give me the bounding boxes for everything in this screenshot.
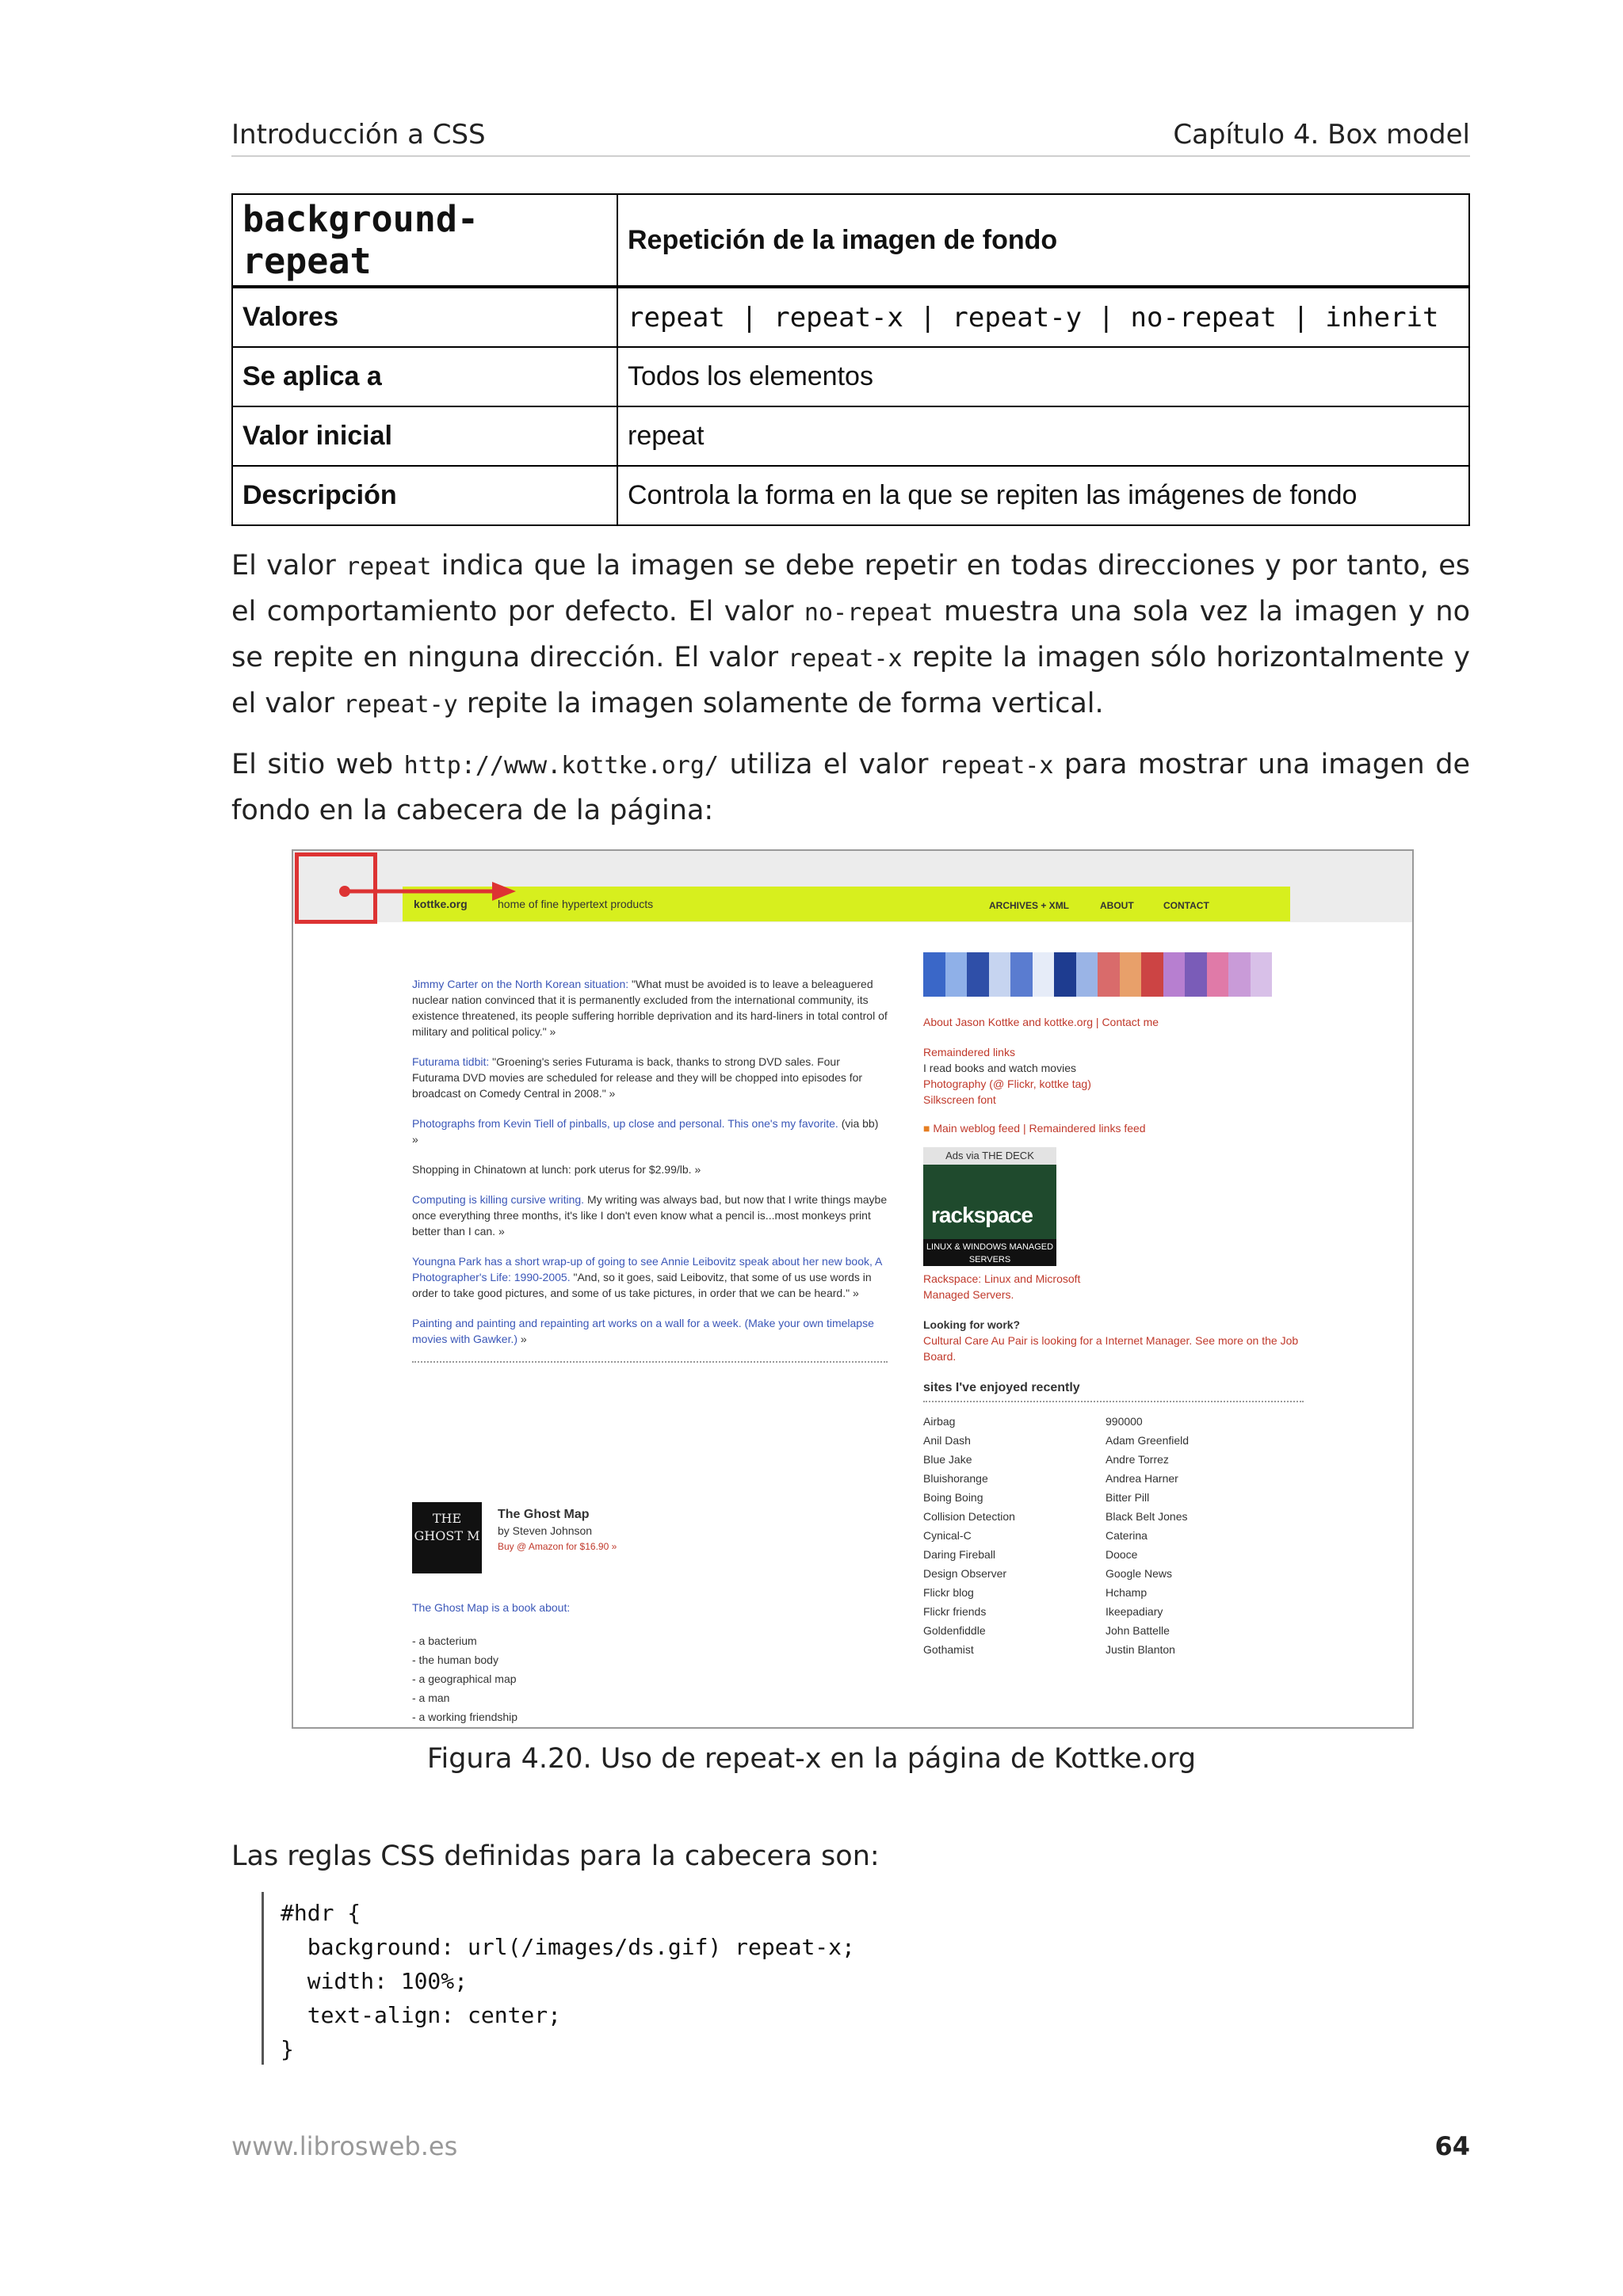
- work-title: Looking for work?: [923, 1318, 1021, 1331]
- inline-url: http://www.kottke.org/: [403, 752, 719, 780]
- sites-column-1: [923, 1412, 1106, 1659]
- sites-title: sites I've enjoyed recently: [923, 1381, 1080, 1394]
- post: [412, 1116, 888, 1147]
- post-link: Youngna Park has a short wrap-up of going to see Annie Leibovitz speak about her new book, A Photographer's Life: 1990-2005.: [412, 1255, 882, 1283]
- post-text: (via bb) »: [412, 1117, 879, 1146]
- book-intro: The Ghost Map is a book about:: [412, 1601, 571, 1614]
- code-intro: Las reglas CSS definidas para la cabecera son:: [231, 1840, 880, 1872]
- footer-site: www.librosweb.es: [231, 2131, 458, 2161]
- site-link: Blue Jake: [923, 1453, 972, 1466]
- site-link: Anil Dash: [923, 1434, 971, 1447]
- rackspace-ad: [923, 1165, 1056, 1266]
- book-title: The Ghost Map: [498, 1508, 590, 1521]
- table-row: [232, 287, 1469, 347]
- site-link: Collision Detection: [923, 1510, 1015, 1523]
- text: muestra una sola vez la imagen y no se repite en ninguna dirección. El valor: [231, 596, 1470, 673]
- site-link: Caterina: [1106, 1529, 1148, 1542]
- site-link: Design Observer: [923, 1567, 1007, 1580]
- inline-code: repeat: [346, 553, 432, 581]
- site-link: Google News: [1106, 1567, 1173, 1580]
- property-summary: Repetición de la imagen de fondo: [617, 194, 1469, 287]
- row-label: Valor inicial: [232, 406, 617, 466]
- book-cover: THE GHOST M: [412, 1502, 482, 1573]
- text: El sitio web: [231, 749, 404, 780]
- code-left-border: [262, 1892, 264, 2065]
- site-link: Adam Greenfield: [1106, 1434, 1190, 1447]
- post-link: Photographs from Kevin Tiell of pinballs, up close and personal. This one's my favorite.: [412, 1117, 838, 1130]
- ad-text: Rackspace: Linux and Microsoft Managed Servers.: [923, 1272, 1081, 1301]
- site-link: Boing Boing: [923, 1491, 983, 1504]
- book-list-item: - a working friendship: [412, 1711, 518, 1723]
- work-text: Cultural Care Au Pair is looking for a Internet Manager. See more on the Job Board.: [923, 1334, 1299, 1363]
- post: [412, 1161, 888, 1177]
- sites-list: [923, 1412, 1304, 1659]
- table-row: [232, 406, 1469, 466]
- color-stripes-banner: [923, 952, 1272, 997]
- property-name: background-repeat: [232, 194, 617, 287]
- text: para mostrar una imagen de fondo en la cabecera de la página:: [231, 749, 1470, 826]
- site-link: 990000: [1106, 1415, 1143, 1428]
- row-label: Se aplica a: [232, 347, 617, 406]
- row-value: repeat: [617, 406, 1469, 466]
- post-text: "Groening's series Futurama is back, thanks to strong DVD sales. Four Futurama DVD movies are scheduled for release and they will be chopped into episodes for broadcast on Comedy Central in 2008." »: [412, 1055, 863, 1100]
- divider: [923, 1401, 1304, 1402]
- post: [412, 1315, 888, 1347]
- book-list-item: - a geographical map: [412, 1672, 517, 1685]
- site-link: John Battelle: [1106, 1624, 1170, 1637]
- ads-label: Ads via THE DECK: [923, 1147, 1056, 1165]
- rss-icon: ■: [923, 1122, 930, 1135]
- site-link: Cynical-C: [923, 1529, 972, 1542]
- post-text: My writing was always bad, but now that I write things maybe once everything three months, it's like I don't even know what a pencil is...most monkeys print better than I can. »: [412, 1193, 888, 1238]
- running-header-chapter: Capítulo 4. Box model: [1173, 119, 1470, 151]
- site-link: Bitter Pill: [1106, 1491, 1150, 1504]
- nav-contact: CONTACT: [1163, 900, 1209, 911]
- post: [412, 1054, 888, 1101]
- text: repite la imagen solamente de forma vertical.: [457, 688, 1104, 719]
- property-table-header: [232, 194, 1469, 287]
- website-page: [293, 851, 1412, 1727]
- site-link: Goldenfiddle: [923, 1624, 986, 1637]
- site-link: Hchamp: [1106, 1586, 1148, 1599]
- figure-caption: Figura 4.20. Uso de repeat-x en la página de Kottke.org: [426, 1743, 1197, 1775]
- book-description: [412, 1600, 888, 1726]
- site-link: Andre Torrez: [1106, 1453, 1169, 1466]
- rackspace-logo: rackspace: [931, 1203, 1033, 1227]
- text: El valor: [231, 550, 346, 582]
- row-value: Controla la forma en la que se repiten las imágenes de fondo: [617, 466, 1469, 525]
- site-tagline: home of fine hypertext products: [498, 898, 654, 910]
- text: indica que la imagen se debe repetir en todas direcciones y por tanto, es el comportamiento por defecto. El valor: [231, 550, 1470, 627]
- running-header-title: Introducción a CSS: [231, 119, 486, 151]
- site-link: Andrea Harner: [1106, 1472, 1178, 1485]
- row-label: Descripción: [232, 466, 617, 525]
- site-brand: kottke.org: [414, 898, 468, 910]
- nav-archives: ARCHIVES + XML: [989, 900, 1070, 911]
- row-value: Todos los elementos: [617, 347, 1469, 406]
- post: [412, 976, 888, 1039]
- book-list-item: - the human body: [412, 1653, 498, 1666]
- site-link: Ikeepadiary: [1106, 1605, 1163, 1618]
- row-label: Valores: [232, 287, 617, 347]
- feeds-text: Main weblog feed | Remaindered links feed: [933, 1122, 1146, 1135]
- code-block: #hdr { background: url(/images/ds.gif) repeat-x; width: 100%; text-align: center; }: [281, 1900, 855, 2062]
- figure-screenshot: [292, 849, 1414, 1729]
- inline-code: no-repeat: [804, 599, 934, 627]
- page-number: 64: [1434, 2131, 1470, 2161]
- post-text: Shopping in Chinatown at lunch: pork uterus for $2.99/lb. »: [412, 1163, 701, 1176]
- book-author: by Steven Johnson: [498, 1524, 593, 1537]
- paragraph-repeat-values: [231, 543, 1470, 727]
- book-promo: [412, 1502, 888, 1581]
- sites-column-2: [1106, 1412, 1288, 1659]
- site-link: Gothamist: [923, 1643, 974, 1656]
- about-link: About Jason Kottke and kottke.org | Contact me: [923, 1016, 1159, 1028]
- site-link: Flickr friends: [923, 1605, 987, 1618]
- site-link: Bluishorange: [923, 1472, 988, 1485]
- table-row: [232, 347, 1469, 406]
- site-link: Justin Blanton: [1106, 1643, 1175, 1656]
- post: [412, 1192, 888, 1239]
- property-table: [231, 193, 1470, 526]
- sidebar-column: [923, 952, 1304, 1659]
- book-info: [498, 1507, 617, 1554]
- post-text: "And, so it goes, said Leibovitz, that some of us use words in order to take good pictures, and some of us take pictures, in order that we can be heard." »: [412, 1271, 872, 1299]
- row-value: repeat | repeat-x | repeat-y | no-repeat | inherit: [617, 287, 1469, 347]
- book-list-item: - a bacterium: [412, 1634, 477, 1647]
- book-list-item: - a man: [412, 1691, 450, 1704]
- post: [412, 1253, 888, 1301]
- site-link: Daring Fireball: [923, 1548, 996, 1561]
- posts-column: [412, 976, 888, 1372]
- post-link: Futurama tidbit:: [412, 1055, 490, 1068]
- post-link: Painting and painting and repainting art works on a wall for a week. (Make your own timelapse movies with Gawker.): [412, 1317, 874, 1345]
- nav-about: ABOUT: [1100, 900, 1134, 911]
- divider: [412, 1361, 888, 1363]
- inline-code: repeat-x: [788, 645, 903, 673]
- site-link: Airbag: [923, 1415, 956, 1428]
- paragraph-kottke-example: [231, 742, 1470, 833]
- post-link: Jimmy Carter on the North Korean situation:: [412, 978, 629, 990]
- table-row: [232, 466, 1469, 525]
- site-header-bar: [403, 887, 1290, 921]
- inline-code: repeat-x: [938, 752, 1054, 780]
- post-text: »: [517, 1333, 527, 1345]
- site-link: Dooce: [1106, 1548, 1138, 1561]
- inline-code: repeat-y: [343, 691, 458, 719]
- arrow-icon: [337, 879, 519, 903]
- read-link: I read books and watch movies: [923, 1062, 1076, 1074]
- post-link: Computing is killing cursive writing.: [412, 1193, 585, 1206]
- silkscreen-link: Silkscreen font: [923, 1093, 996, 1106]
- book-buy-link: Buy @ Amazon for $16.90 »: [498, 1541, 617, 1552]
- text: repite la imagen sólo horizontalmente y el valor: [231, 642, 1470, 719]
- remaindered-link: Remaindered links: [923, 1046, 1015, 1058]
- text: utiliza el valor: [718, 749, 939, 780]
- feeds-links: [923, 1120, 1304, 1136]
- post-text: "What must be avoided is to leave a beleaguered nuclear nation convinced that it is permanently excluded from the international community, its existence threatened, its people suffering horrible deprivation and its hard-liners in total control of military and political policy." »: [412, 978, 888, 1038]
- site-link: Black Belt Jones: [1106, 1510, 1188, 1523]
- header-divider: [231, 155, 1470, 157]
- rackspace-tagline: LINUX & WINDOWS MANAGED SERVERS: [923, 1239, 1056, 1266]
- photo-link: Photography (@ Flickr, kottke tag): [923, 1077, 1091, 1090]
- site-link: Flickr blog: [923, 1586, 974, 1599]
